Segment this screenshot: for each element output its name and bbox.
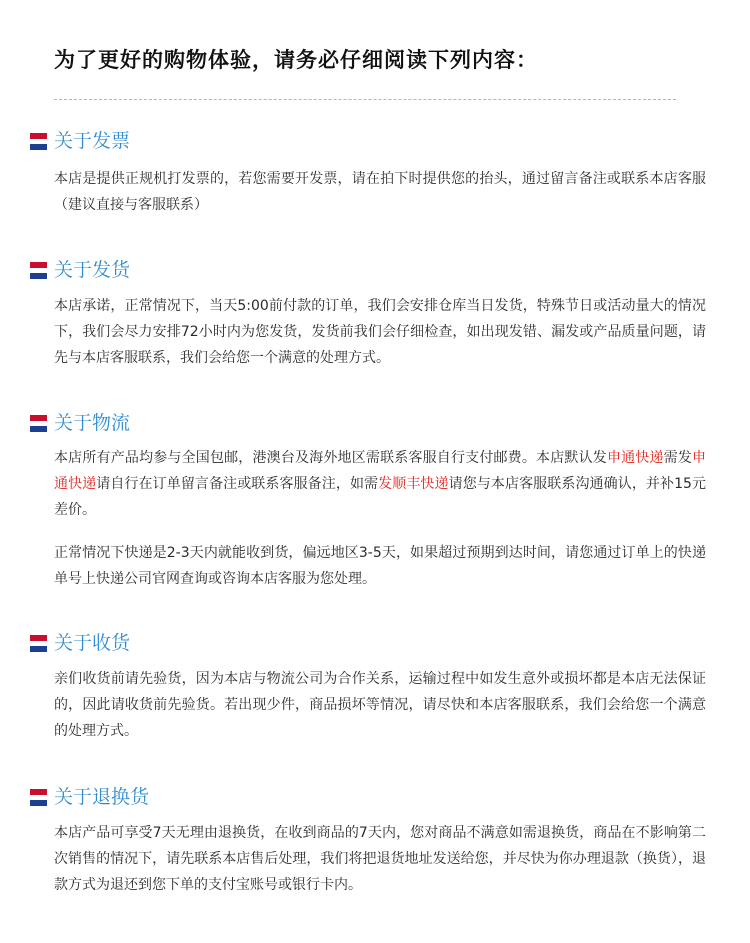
section-receiving [0, 628, 750, 739]
section-title: 关于物流 [54, 412, 131, 434]
flag-icon [30, 133, 47, 150]
highlight-text: 申通快递 [606, 450, 664, 466]
flag-icon [30, 789, 47, 806]
section-invoice [0, 126, 750, 213]
text-segment: 请自行在订单留言备注或联系客服备注，如需 [96, 476, 379, 492]
section-text: 本店是提供正规机打发票的，若您需要开发票，请在拍下时提供您的抬头，通过留言备注或联系本店客服（建议直接与客服联系） [54, 171, 706, 213]
flag-icon [30, 635, 47, 652]
section-text: 正常情况下快递是2-3天内就能收到货，偏远地区3-5天，如果超过预期到达时间，请您通过订单上的快递单号上快递公司官网查询或咨询本店客服为您处理。 [54, 545, 706, 587]
highlight-text: 申通快递 [54, 450, 707, 492]
section-text: 本店承诺，正常情况下，当天5:00前付款的订单，我们会安排仓库当日发货，特殊节日或活动量大的情况下，我们会尽力安排72小时内为您发货，发货前我们会仔细检查，如出现发错、漏发或产品质量问题，请先与本店客服联系，我们会给您一个满意的处理方式。 [54, 298, 706, 366]
section-title: 关于发货 [54, 259, 131, 281]
highlight-text: 发顺丰快递 [378, 476, 449, 492]
flag-icon [30, 415, 47, 432]
section-title: 关于发票 [54, 130, 131, 152]
dashed-divider [54, 99, 676, 100]
text-segment: 需发 [663, 450, 693, 466]
section-returns [0, 782, 750, 893]
flag-icon [30, 262, 47, 279]
section-text: 本店产品可享受7天无理由退换货，在收到商品的7天内，您对商品不满意如需退换货，商品在不影响第二次销售的情况下，请先联系本店售后处理，我们将把退货地址发送给您，并尽快为你办理退款（换货），退款方式为退还到您下单的支付宝账号或银行卡内。 [54, 825, 706, 893]
section-title: 关于收货 [54, 632, 131, 654]
section-shipping [0, 255, 750, 366]
page-title: 为了更好的购物体验，请务必仔细阅读下列内容： [54, 48, 538, 72]
section-text: 亲们收货前请先验货，因为本店与物流公司为合作关系，运输过程中如发生意外或损坏都是本店无法保证的，因此请收货前先验货。若出现少件，商品损坏等情况，请尽快和本店客服联系，我们会给您一个满意的处理方式。 [54, 671, 706, 739]
section-logistics [0, 408, 750, 587]
section-title: 关于退换货 [54, 786, 150, 808]
text-segment: 请您与本店客服联系沟通确认，并补15元差价。 [54, 476, 706, 518]
section-text [54, 445, 706, 523]
text-segment: 本店所有产品均参与全国包邮，港澳台及海外地区需联系客服自行支付邮费。本店默认发 [54, 450, 607, 466]
